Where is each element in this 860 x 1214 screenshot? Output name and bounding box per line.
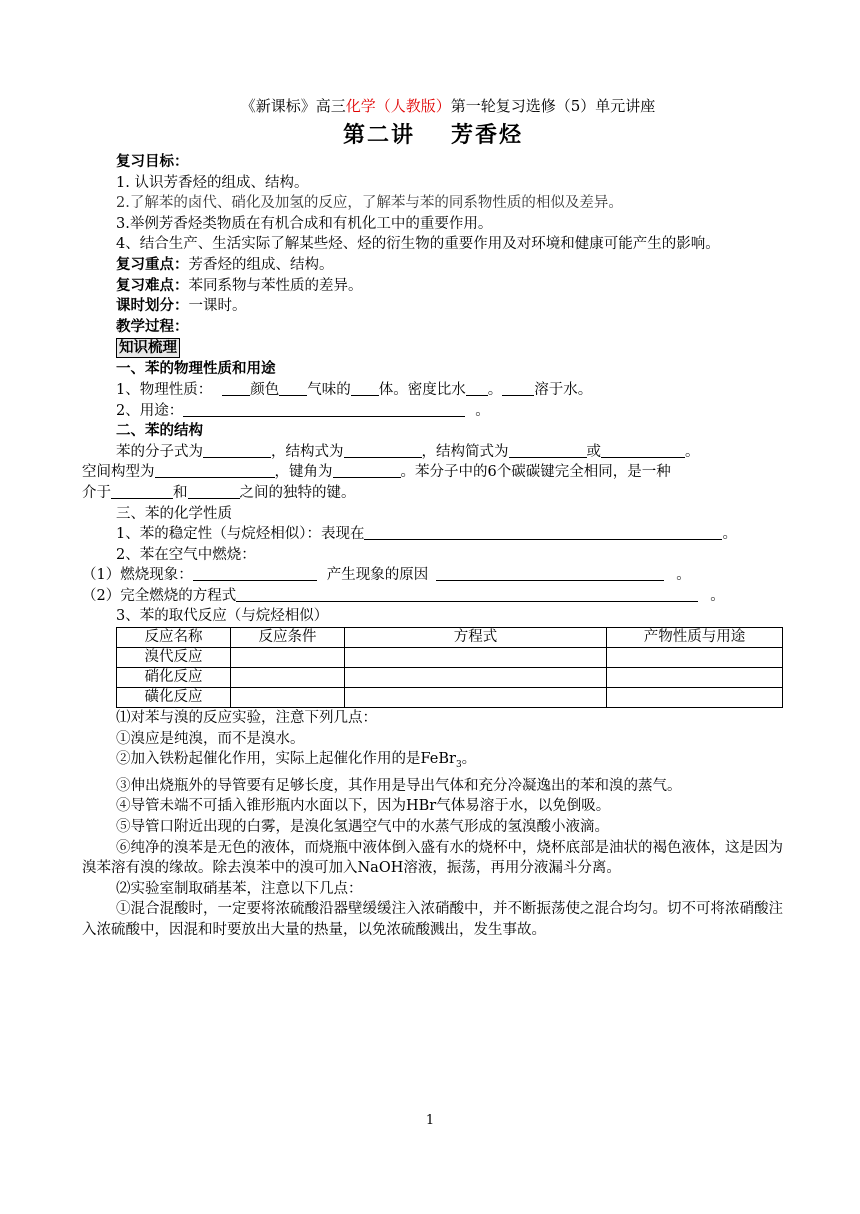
header-subject: 化学（人教版） (345, 97, 451, 115)
hours-label: 课时划分： (116, 297, 189, 315)
goal-item-4: 4、结合生产、生活实际了解某些烃、烃的衍生物的重要作用及对环境和健康可能产生的影响。 (116, 236, 720, 253)
s3-line-2: 2、苯在空气中燃烧： (116, 546, 256, 563)
header-text: 《新课标》高三 (240, 97, 346, 115)
s3-text: 1、苯的稳定性（与烷烃相似）：表现在 (116, 526, 365, 543)
table-cell-empty[interactable] (345, 648, 607, 668)
note-text: 。 (461, 751, 477, 768)
note-text: ②加入铁粉起催化作用，实际上起催化作用的是FeBr (116, 751, 456, 768)
section-2-heading: 二、苯的结构 (116, 422, 203, 440)
table-cell-empty[interactable] (345, 668, 607, 688)
table-cell-empty[interactable] (607, 668, 783, 688)
difficulty-label: 复习难点： (116, 276, 189, 294)
blank[interactable] (236, 586, 698, 602)
s2-text: 和 (173, 484, 188, 501)
s2-text: 。苯分子中的6个碳碳键完全相同，是一种 (400, 464, 671, 481)
blank[interactable] (436, 565, 664, 581)
title-lecture: 第二讲 (342, 122, 415, 148)
goal-item-1: 1. 认识芳香烃的组成、结构。 (116, 174, 309, 191)
s2-text: 之间的独特的键。 (239, 484, 356, 501)
page-title (82, 118, 784, 152)
blank[interactable] (279, 380, 307, 396)
title-topic: 芳香烃 (451, 122, 524, 148)
note-1-6: ⑥纯净的溴苯是无色的液体，而烧瓶中液体倒入盛有水的烧杯中，烧杯底部是油状的褐色液体，这是因为溴苯溶有溴的缘故。除去溴苯中的溴可加入NaOH溶液，振荡，再用分液漏斗分离。 (82, 839, 783, 877)
notes-2-heading: ⑵实验室制取硝基苯，注意以下几点： (116, 880, 363, 897)
focus-line (82, 255, 784, 276)
s1-text: 溶于水。 (534, 381, 593, 398)
s2-text: ，结构式为 (271, 443, 344, 460)
goal-item-2: 2.了解苯的卤代、硝化及加氢的反应，了解苯与苯的同系物性质的相似及差异。 (116, 195, 623, 212)
goals-heading: 复习目标： (116, 153, 189, 170)
blank[interactable] (193, 565, 317, 581)
blank[interactable] (344, 442, 422, 458)
s3-line-1 (82, 524, 784, 545)
hours-line (82, 296, 784, 317)
blank[interactable] (203, 442, 271, 458)
note-1-5: ⑤导管口附近出现的白雾，是溴化氢遇空气中的水蒸气形成的氢溴酸小液滴。 (116, 818, 609, 835)
s2-text: 或 (586, 443, 601, 460)
s1-text: 。 (475, 402, 490, 419)
note-1-4: ④导管未端不可插入锥形瓶内水面以下，因为HBr气体易溶于水，以免倒吸。 (116, 798, 611, 815)
focus-text: 芳香烃的组成、结构。 (188, 256, 334, 273)
document-page (82, 96, 784, 940)
s3-text: 。 (710, 587, 725, 604)
blank[interactable] (222, 380, 250, 396)
section-3-heading: 三、苯的化学性质 (116, 505, 232, 522)
difficulty-line (82, 276, 784, 297)
s1-text: 2、用途： (116, 402, 184, 419)
s2-text: 。 (685, 443, 700, 460)
note-2-1: ①混合混酸时，一定要将浓硫酸沿器壁缓缓注入浓硝酸中，并不断振荡使之混合均匀。切不可将浓硝酸注入浓硫酸中，因混和时要放出大量的热量，以免浓硫酸溅出，发生事故。 (82, 901, 783, 938)
blank[interactable] (364, 524, 722, 540)
notes-1-heading: ⑴对苯与溴的反应实验，注意下列几点： (116, 710, 377, 727)
s1-line-1 (82, 380, 784, 401)
focus-label: 复习重点： (116, 255, 189, 273)
s3-text: 。 (722, 526, 737, 543)
process-heading: 教学过程： (116, 317, 189, 335)
blank[interactable] (466, 380, 488, 396)
s3-line-4 (82, 586, 784, 607)
s1-line-2 (82, 401, 784, 422)
header-text-2: 第一轮复习选修（5）单元讲座 (450, 97, 656, 115)
blank[interactable] (351, 380, 379, 396)
s3-text: （2）完全燃烧的方程式 (82, 587, 237, 604)
subscript: 3 (455, 760, 462, 771)
s3-text: （1）燃烧现象： (82, 567, 193, 584)
note-1-2 (82, 749, 784, 775)
document-header (112, 96, 784, 116)
table-header-cell: 反应名称 (117, 628, 231, 648)
table-row (117, 688, 783, 708)
table-cell: 磺化反应 (117, 688, 231, 708)
table-cell: 溴代反应 (117, 648, 231, 668)
s2-line-2 (82, 462, 784, 483)
blank[interactable] (155, 462, 275, 478)
s1-text: 体。密度比水 (378, 381, 466, 398)
section-1-heading: 一、苯的物理性质和用途 (116, 360, 276, 378)
table-row (117, 648, 783, 668)
s3-text: 。 (676, 567, 691, 584)
s2-line-3 (82, 483, 784, 504)
table-cell-empty[interactable] (231, 688, 345, 708)
goal-item-3: 3.举例芳香烃类物质在有机合成和有机化工中的重要作用。 (116, 215, 493, 232)
s2-text: ，结构简式为 (421, 443, 509, 460)
note-1-3: ③伸出烧瓶外的导管要有足够长度，其作用是导出气体和充分冷凝逸出的苯和溴的蒸气。 (116, 777, 682, 794)
s1-text: 1、物理性质： (116, 381, 213, 398)
table-row (117, 668, 783, 688)
knowledge-box: 知识梳理 (116, 338, 180, 358)
s3-line-5: 3、苯的取代反应（与烷烃相似） (116, 608, 329, 625)
blank[interactable] (111, 483, 173, 499)
table-header-cell: 方程式 (345, 628, 607, 648)
s1-text: 气味的 (307, 381, 351, 398)
table-header-cell: 反应条件 (231, 628, 345, 648)
table-cell: 硝化反应 (117, 668, 231, 688)
table-header-cell: 产物性质与用途 (607, 628, 783, 648)
table-cell-empty[interactable] (231, 668, 345, 688)
s3-text: 产生现象的原因 (326, 567, 429, 584)
s2-line-1 (82, 442, 784, 463)
reaction-table (116, 627, 783, 708)
hours-text: 一课时。 (188, 298, 247, 315)
s2-text: 空间构型为 (82, 464, 155, 481)
s2-text: 苯的分子式为 (116, 443, 203, 460)
blank[interactable] (509, 442, 587, 458)
table-cell-empty[interactable] (345, 688, 607, 708)
s2-text: 介于 (82, 484, 111, 501)
blank[interactable] (188, 483, 240, 499)
blank[interactable] (333, 462, 401, 478)
s2-text: ，键角为 (274, 464, 333, 481)
blank[interactable] (502, 380, 534, 396)
table-cell-empty[interactable] (607, 648, 783, 668)
blank[interactable] (601, 442, 685, 458)
s1-text: 。 (487, 381, 503, 398)
table-cell-empty[interactable] (607, 688, 783, 708)
note-1-1: ①溴应是纯溴，而不是溴水。 (116, 730, 305, 747)
page-number: 1 (425, 1113, 435, 1128)
difficulty-text: 苯同系物与苯性质的差异。 (188, 277, 363, 294)
blank[interactable] (183, 401, 465, 417)
table-header-row (117, 628, 783, 648)
s1-text: 颜色 (250, 381, 280, 398)
table-cell-empty[interactable] (231, 648, 345, 668)
s3-line-3 (82, 565, 784, 586)
